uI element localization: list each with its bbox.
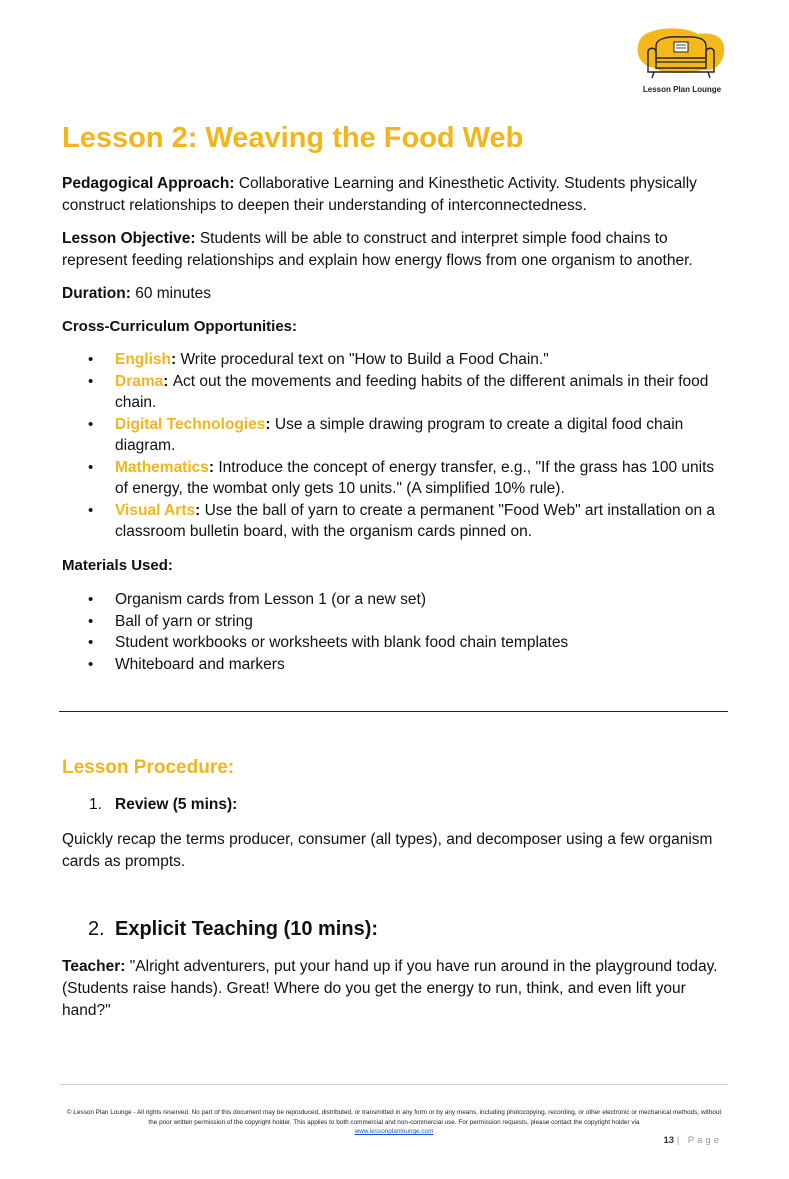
duration <box>62 283 730 305</box>
website-link[interactable]: www.lessonplanlounge.com <box>354 1128 434 1135</box>
pedagogical-label: Pedagogical Approach: <box>62 175 235 192</box>
pedagogical-approach <box>62 173 730 217</box>
duration-text: 60 minutes <box>135 285 212 302</box>
step-number: 1. <box>89 796 102 813</box>
step-2-heading <box>88 918 378 941</box>
pedagogical-text: Collaborative Learning and Kinesthetic Activity. Students physically construct relationships to deepen their understanding of interconnectedness. <box>62 175 697 214</box>
procedure-title: Lesson Procedure: <box>62 757 235 778</box>
objective-label: Lesson Objective: <box>62 230 196 247</box>
sofa-logo-icon <box>636 28 728 84</box>
item-text: Act out the movements and feeding habits of the different animals in their food chain. <box>115 372 709 411</box>
step-label: Explicit Teaching (10 mins): <box>115 918 379 940</box>
subject-label: Drama <box>115 372 164 390</box>
list-item: • Organism cards from Lesson 1 (or a new set) <box>62 589 730 611</box>
step-number: 2. <box>88 918 105 940</box>
section-divider <box>59 711 728 712</box>
step-1-heading <box>89 796 237 814</box>
item-text: Write procedural text on "How to Build a Food Chain." <box>180 351 549 368</box>
footer-copyright <box>64 1108 724 1137</box>
list-item: • Mathematics: Introduce the concept of energy transfer, e.g., "If the grass has 100 units of energy, the wombat only gets 10 units." (A simplified 10% rule). <box>62 457 730 500</box>
objective-text: Students will be able to construct and interpret simple food chains to represent feeding relationships and explain how energy flows from one organism to another. <box>62 230 693 269</box>
list-item: • Drama: Act out the movements and feeding habits of the different animals in their food chain. <box>62 371 730 414</box>
subject-label: Digital Technologies <box>115 415 266 433</box>
copyright-text: © Lesson Plan Lounge - All rights reserved. No part of this document may be reproduced, distributed, or transmitted in any form or by any means, including photocopying, recording, or other electronic or mechanical methods, without the prior written permission of the copyright holder. This applies to both commercial and non-commercial use. For permission requests, please contact the copyright holder via <box>66 1109 722 1126</box>
page-label: | Page <box>676 1135 722 1146</box>
item-text: Use the ball of yarn to create a permanent "Food Web" art installation on a classroom bulletin board, with the organism cards pinned on. <box>115 501 716 540</box>
list-item: • Student workbooks or worksheets with blank food chain templates <box>62 632 730 654</box>
subject-label: Mathematics <box>115 458 209 476</box>
teacher-quote: "Alright adventurers, put your hand up if you have run around in the playground today. (Students raise hands). Great! Where do you get the energy to run, think, and even lift your hand?" <box>62 958 718 1019</box>
duration-label: Duration: <box>62 285 131 302</box>
subject-label: English <box>115 351 171 368</box>
item-text: Use a simple drawing program to create a digital food chain diagram. <box>115 415 684 454</box>
logo-text: Lesson Plan Lounge <box>642 85 722 94</box>
list-item: • Ball of yarn or string <box>62 611 730 633</box>
item-text: Introduce the concept of energy transfer, e.g., "If the grass has 100 units of energy, the wombat only gets 10 units." (A simplified 10% rule). <box>115 458 715 497</box>
materials-list <box>62 589 730 675</box>
page-number-value: 13 <box>663 1135 675 1146</box>
cross-curriculum-list <box>62 349 730 543</box>
list-item: • English: Write procedural text on "How to Build a Food Chain." <box>62 349 730 371</box>
step-1-text: Quickly recap the terms producer, consumer (all types), and decomposer using a few organism cards as prompts. <box>62 831 713 870</box>
footer-divider <box>59 1084 728 1085</box>
list-item: • Digital Technologies: Use a simple drawing program to create a digital food chain diagram. <box>62 414 730 457</box>
lesson-objective <box>62 228 730 272</box>
teacher-label: Teacher: <box>62 958 126 975</box>
step-2-text <box>62 956 730 1022</box>
logo <box>636 28 728 98</box>
page-title: Lesson 2: Weaving the Food Web <box>62 122 524 154</box>
subject-label: Visual Arts <box>115 501 196 519</box>
list-item: • Whiteboard and markers <box>62 654 730 676</box>
list-item: • Visual Arts: Use the ball of yarn to create a permanent "Food Web" art installation on a classroom bulletin board, with the organism cards pinned on. <box>62 500 730 543</box>
materials-heading: Materials Used: <box>62 557 173 574</box>
page-number <box>600 1135 722 1146</box>
step-label: Review (5 mins): <box>115 796 238 813</box>
cross-curriculum-heading: Cross-Curriculum Opportunities: <box>62 318 298 335</box>
